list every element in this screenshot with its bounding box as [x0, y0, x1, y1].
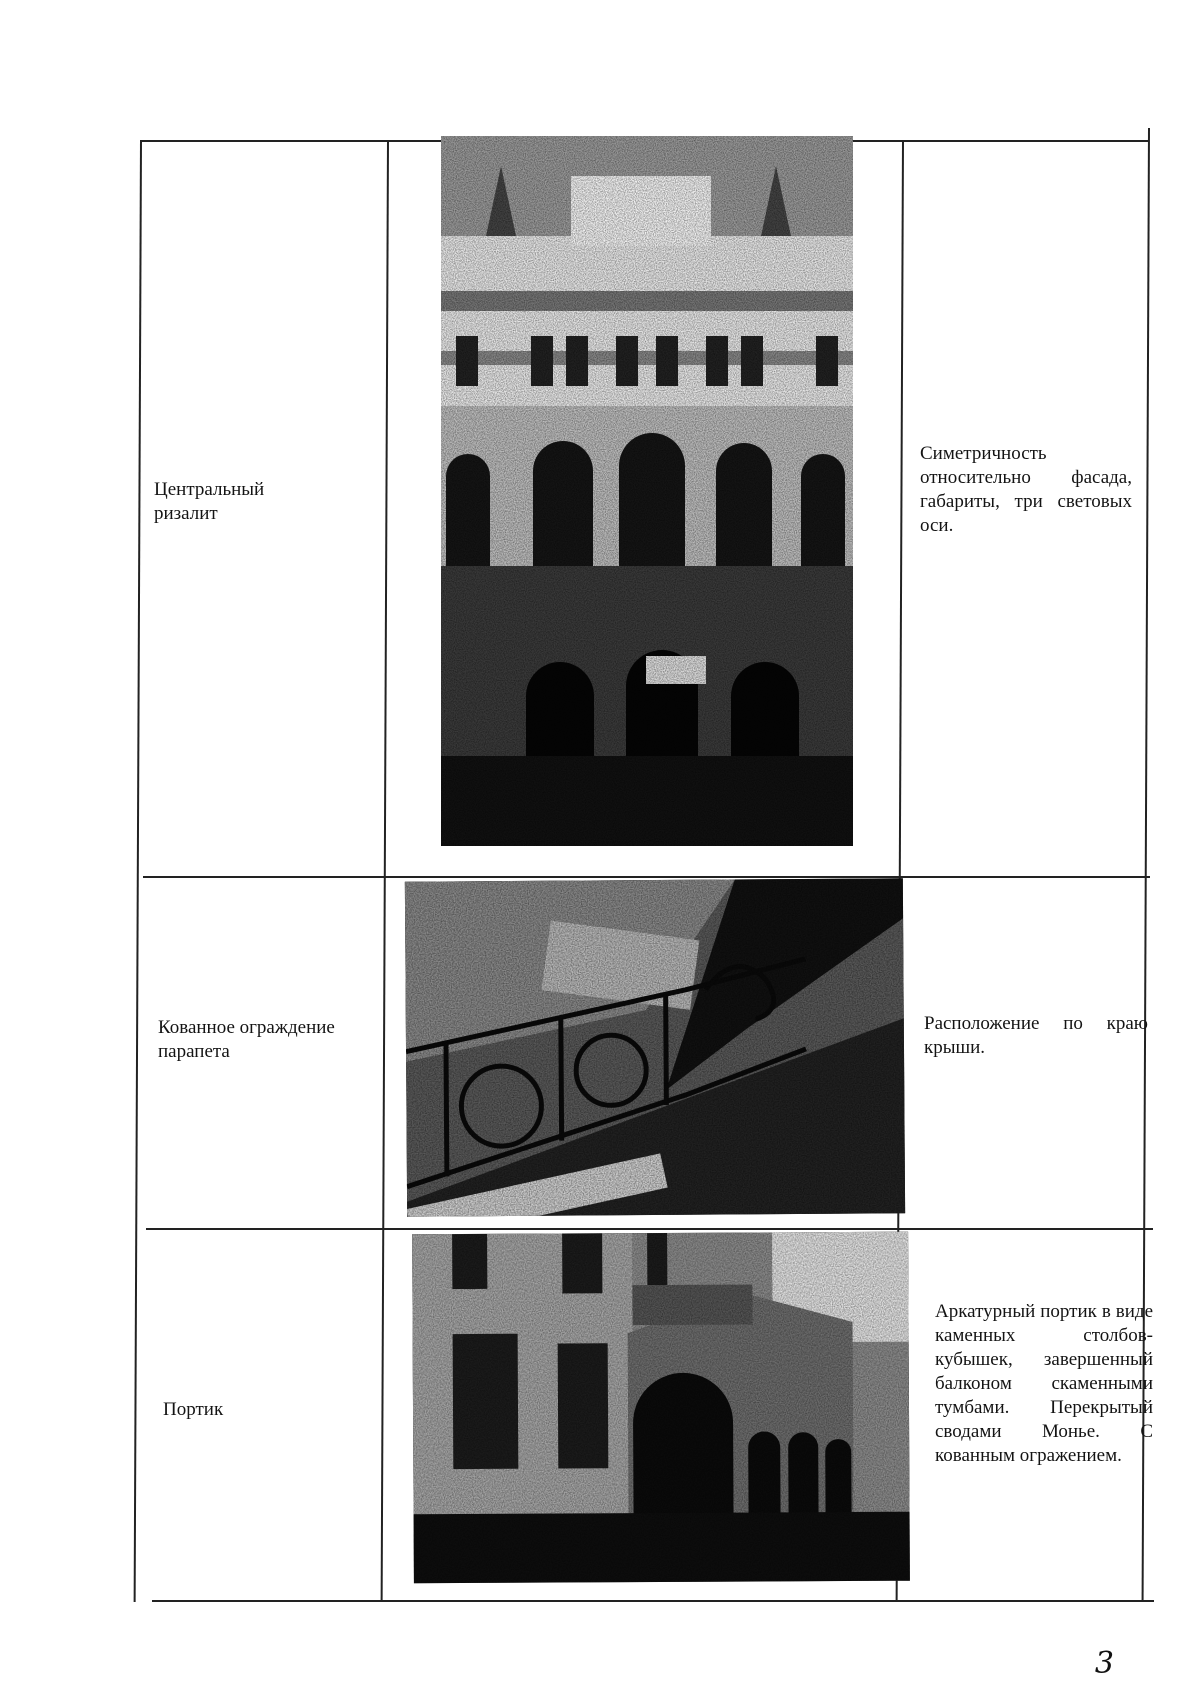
- element-name-cell: Центральный ризалит: [154, 479, 265, 524]
- arcade-portico-photo: [412, 1232, 910, 1584]
- page-number: 3: [1094, 1646, 1114, 1681]
- description-cell: Аркатурный портик в виде каменных столбов-кубышек, завершенный балконом скаменными тумбами. Перекрытый сводами Монье. С кованным огражением.: [935, 1301, 1153, 1466]
- table-column-divider: [381, 140, 389, 1602]
- description-cell: Симетричность относительно фасада, габариты, три световых оси.: [920, 443, 1132, 536]
- table-border-left: [134, 140, 142, 1602]
- wrought-iron-railing-photo: [405, 878, 905, 1216]
- building-facade-photo: [441, 136, 853, 846]
- element-name-cell: Портик: [163, 1399, 224, 1420]
- table-row-divider: [143, 876, 1150, 878]
- table-row-divider: [146, 1228, 1153, 1230]
- description-cell: Расположение по краю крыши.: [924, 1013, 1148, 1058]
- table-border-bottom: [152, 1600, 1154, 1602]
- element-name-cell: Кованное ограждение парапета: [158, 1017, 335, 1062]
